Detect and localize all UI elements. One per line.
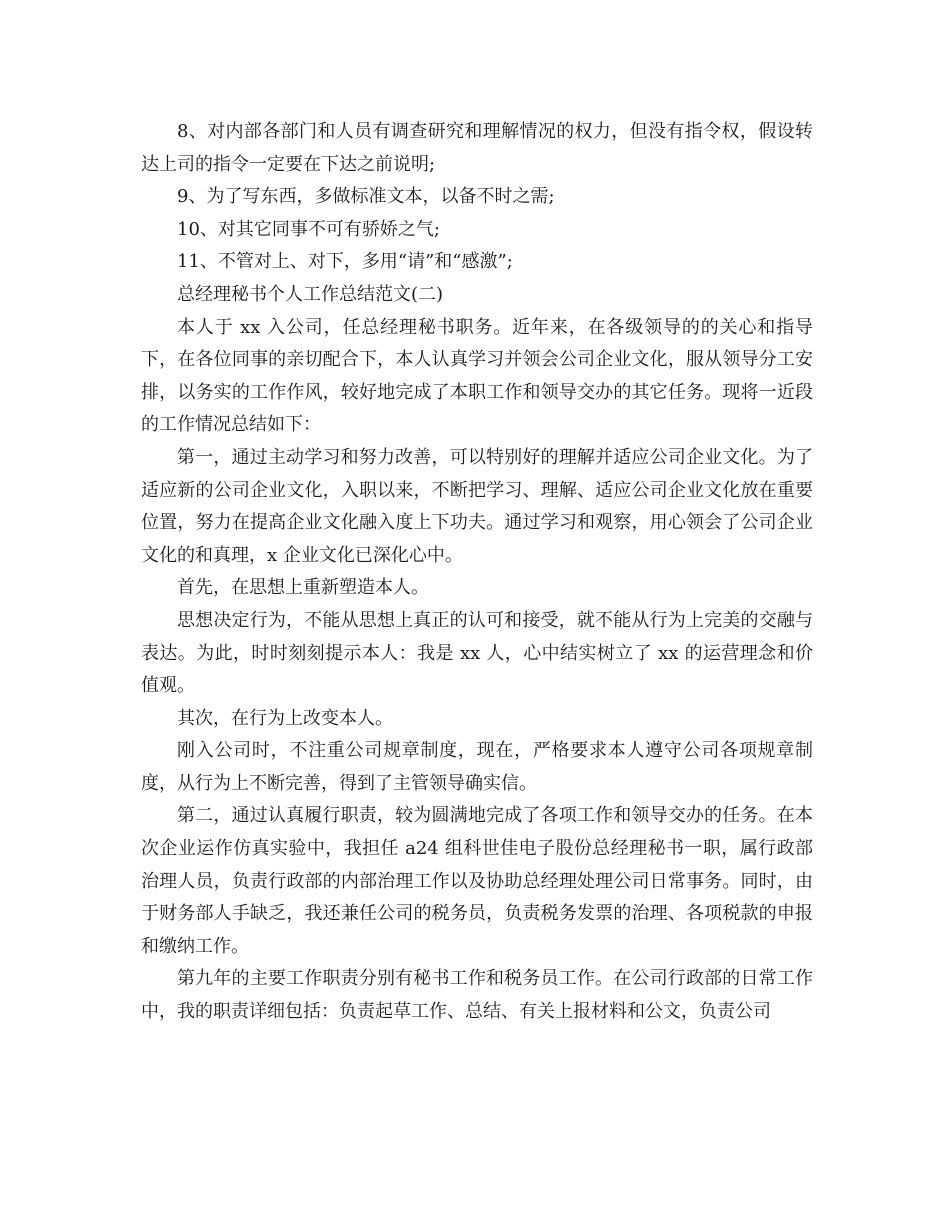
paragraph-intro: 本人于 xx 入公司，任总经理秘书职务。近年来，在各级领导的的关心和指导下，在各位同事的亲切配合下，本人认真学习并领会公司企业文化，服从领导分工安排，以务实的工作作风，较好地完成了本职工作和领导交办的其它任务。现将一近段的工作情况总结如下： (141, 316, 813, 436)
paragraph-item-10: 10、对其它同事不可有骄娇之气; (177, 218, 440, 240)
paragraph-second-point: 第二，通过认真履行职责，较为圆满地完成了各项工作和领导交办的任务。在本次企业运作仿真实验中，我担任 a24 组科世佳电子股份总经理秘书一职，属行政部治理人员，负责行政部的内部治理工作以及协助总经理处理公司日常事务。同时，由于财务部人手缺乏，我还兼任公司的税务员，负责税务发票的治理、各项税款的申报和缴纳工作。 (141, 805, 813, 957)
document-body (141, 116, 813, 1029)
section-heading: 总经理秘书个人工作总结范文(二) (177, 283, 444, 305)
paragraph-secondly: 其次，在行为上改变本人。 (177, 707, 393, 729)
paragraph-item-8: 8、对内部各部门和人员有调查研究和理解情况的权力，但没有指令权，假设转达上司的指令一定要在下达之前说明; (141, 121, 813, 175)
paragraph-item-11: 11、不管对上、对下，多用“请”和“感激”; (177, 251, 513, 273)
paragraph-item-9: 9、为了写东西，多做标准文本，以备不时之需; (177, 186, 555, 208)
paragraph-firstly: 首先，在思想上重新塑造本人。 (177, 577, 429, 599)
paragraph-rules: 刚入公司时，不注重公司规章制度，现在，严格要求本人遵守公司各项规章制度，从行为上不断完善，得到了主管领导确实信。 (141, 740, 813, 794)
paragraph-duties: 第九年的主要工作职责分别有秘书工作和税务员工作。在公司行政部的日常工作中，我的职责详细包括：负责起草工作、总结、有关上报材料和公文，负责公司 (141, 968, 813, 1023)
paragraph-first-point: 第一，通过主动学习和努力改善，可以特别好的理解并适应公司企业文化。为了适应新的公司企业文化，入职以来，不断把学习、理解、适应公司企业文化放在重要位置，努力在提高企业文化融入度上下功夫。通过学习和观察，用心领会了公司企业文化的和真理，x 企业文化已深化心中。 (141, 446, 813, 566)
paragraph-thought: 思想决定行为，不能从思想上真正的认可和接受，就不能从行为上完美的交融与表达。为此，时时刻刻提示本人：我是 xx 人，心中结实树立了 xx 的运营理念和价值观。 (141, 609, 813, 697)
